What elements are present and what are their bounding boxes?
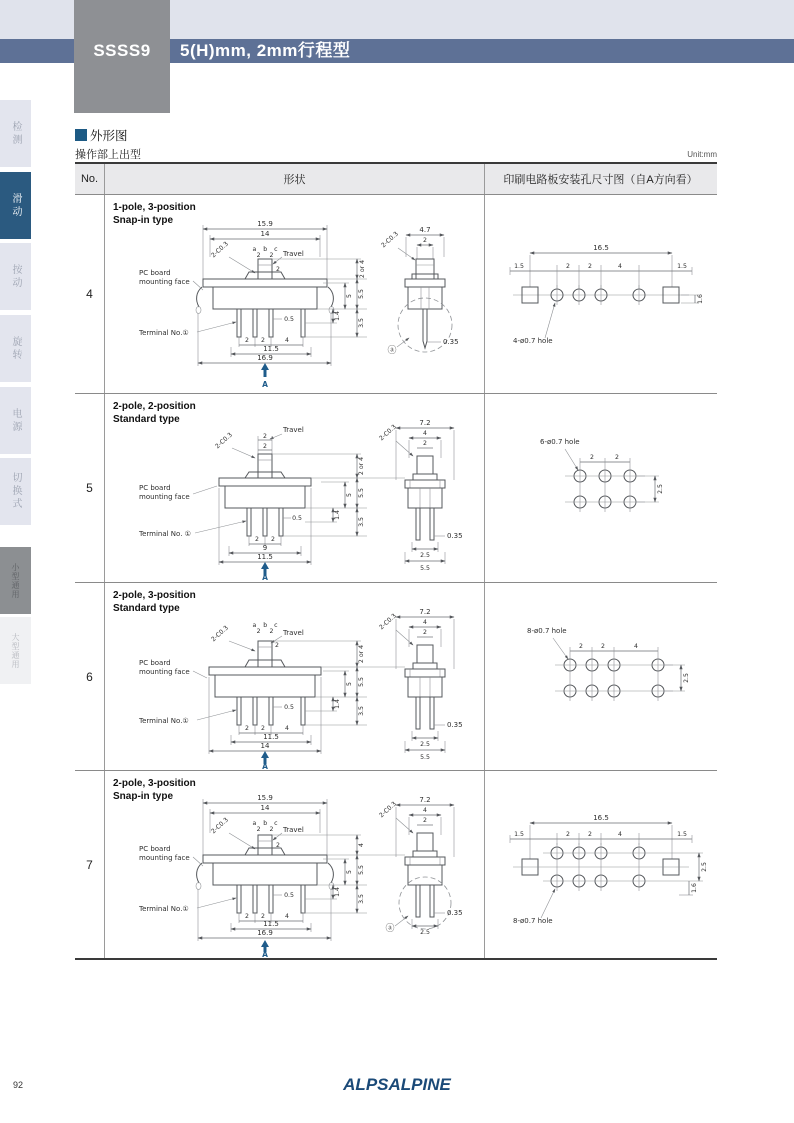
- dim-label: 0.35: [443, 338, 459, 346]
- dim-label: 0.35: [447, 532, 463, 540]
- section-bullet-icon: [75, 129, 87, 141]
- dim-label: 16.9: [257, 929, 273, 937]
- dim-label: 2: [423, 629, 427, 636]
- variant-title-line2: Standard type: [113, 603, 180, 614]
- chamfer-label: 2-C0.3: [380, 230, 400, 250]
- dim-label: 3.5: [358, 318, 365, 328]
- side-view: [378, 608, 462, 761]
- variant-title-line2: Snap-in type: [113, 791, 174, 802]
- dim-label: 1.5: [677, 831, 687, 838]
- row-number: 5: [75, 394, 105, 582]
- pcb-hole-drawing: [485, 394, 716, 582]
- travel-label: Travel: [283, 426, 304, 434]
- chamfer-label: 2-C0.3: [210, 240, 230, 260]
- dim-label: 15.9: [257, 220, 273, 228]
- chamfer-label: 2-C0.3: [210, 816, 230, 836]
- pcb-cell: [485, 394, 716, 582]
- dim-label: 0.35: [447, 909, 463, 917]
- subsection-label: 操作部上出型: [75, 149, 141, 161]
- shape-cell: [105, 394, 485, 582]
- pcb-hole-drawing: [485, 195, 716, 393]
- dim-label: 5.5: [358, 289, 365, 299]
- dim-label: 2: [579, 643, 583, 650]
- dim-label: 3.5: [358, 517, 365, 527]
- dim-label: 14: [260, 230, 270, 238]
- dim-label: 2.5: [657, 484, 664, 494]
- dim-label: 2: [423, 817, 427, 824]
- pc-board-label2: mounting face: [139, 854, 190, 862]
- dim-label: 2: [245, 913, 249, 920]
- dim-label: 5.5: [358, 865, 365, 875]
- pc-board-label2: mounting face: [139, 668, 190, 676]
- col-header-shape: 形状: [105, 164, 485, 194]
- drawings-table: [75, 162, 717, 960]
- dim-label: 0.5: [284, 704, 294, 711]
- dim-label: 2.5: [701, 862, 708, 872]
- section-heading: [75, 126, 128, 144]
- variant-title-line1: 2-pole, 3-position: [113, 590, 196, 601]
- table-header-row: [75, 164, 717, 194]
- dim-label: 2: [566, 263, 570, 270]
- col-header-no: No.: [75, 164, 105, 194]
- dim-label: 0.5: [292, 515, 302, 522]
- travel-label: Travel: [283, 826, 304, 834]
- dim-label: 2.5: [420, 552, 430, 559]
- page-number: 92: [13, 1080, 24, 1090]
- dim-label: 4: [634, 643, 638, 650]
- dim-label: 4: [285, 337, 289, 344]
- dim-label: 2 2: [256, 628, 274, 635]
- dim-label: 1.6: [697, 294, 704, 304]
- row-number: 6: [75, 583, 105, 770]
- dim-label: 2: [263, 433, 267, 440]
- front-view: [138, 220, 367, 389]
- view-direction-label: A: [262, 762, 268, 770]
- hole-count-label: 8-ø0.7 hole: [527, 627, 567, 635]
- chamfer-label: 2-C0.3: [378, 800, 398, 820]
- dim-label: 2: [566, 831, 570, 838]
- pc-board-label2: mounting face: [139, 493, 190, 501]
- dim-label: 4: [423, 807, 427, 814]
- dim-label: 2 or 4: [358, 456, 365, 476]
- dim-label: 7.2: [419, 608, 431, 616]
- detail-mark: ⓐ: [387, 346, 397, 356]
- dim-label: 2: [590, 454, 594, 461]
- col-header-pcb: 印刷电路板安装孔尺寸图（自A方向看）: [503, 174, 698, 186]
- dim-label: 14: [260, 742, 270, 750]
- dim-label: 5.5: [358, 488, 365, 498]
- hole-count-label: 4-ø0.7 hole: [513, 337, 553, 345]
- dim-label: 2: [601, 643, 605, 650]
- pcb-cell: [485, 195, 716, 393]
- side-view: [378, 796, 462, 936]
- dim-label: 4: [618, 831, 622, 838]
- position-labels: a b c: [252, 246, 278, 253]
- variant-title: [113, 777, 196, 803]
- dim-label: 2 or 4: [359, 259, 366, 279]
- shape-cell: [105, 583, 485, 770]
- hole-count-label: 8-ø0.7 hole: [513, 917, 553, 925]
- view-direction-label: A: [262, 380, 268, 389]
- dim-label: 16.9: [257, 354, 273, 362]
- dim-label: 2: [245, 337, 249, 344]
- sidebar-tab-dianyuan: 电源: [0, 387, 31, 454]
- chamfer-label: 2-C0.3: [214, 431, 234, 451]
- dim-label: 4: [285, 913, 289, 920]
- dim-label: 2: [261, 913, 265, 920]
- sidebar-tab-daxing: 大型通用: [0, 617, 31, 684]
- dim-label: 5: [346, 493, 353, 497]
- pc-board-label: PC board: [139, 269, 171, 277]
- dim-label: 2.5: [420, 929, 430, 936]
- pc-board-label: PC board: [139, 845, 171, 853]
- side-view: [378, 419, 462, 572]
- dim-label: 5.5: [358, 677, 365, 687]
- pcb-hole-drawing: [485, 771, 716, 958]
- dim-label: 16.5: [593, 244, 609, 252]
- page-title: 5(H)mm, 2mm行程型: [180, 41, 351, 60]
- dim-label: 4: [285, 725, 289, 732]
- variant-title-line2: Standard type: [113, 414, 180, 425]
- table-row: [75, 770, 717, 958]
- dim-label: 3.5: [358, 894, 365, 904]
- chamfer-label: 2-C0.3: [378, 612, 398, 632]
- front-view: [138, 622, 405, 770]
- front-view: [138, 426, 405, 582]
- travel-label: Travel: [283, 629, 304, 637]
- dim-label: 5: [346, 682, 353, 686]
- dim-label: 0.35: [447, 721, 463, 729]
- side-view: [380, 226, 458, 356]
- dim-label: 4: [358, 843, 365, 847]
- dim-label: 2: [423, 440, 427, 447]
- dim-label: 2: [276, 842, 280, 849]
- dim-label: 5.5: [420, 754, 430, 761]
- sidebar-tab-xiaoxing: 小型通用: [0, 547, 31, 614]
- variant-title: [113, 589, 196, 615]
- terminal-label: Terminal No.①: [139, 717, 189, 725]
- dim-label: 1.4: [334, 311, 341, 321]
- table-row: [75, 194, 717, 393]
- position-labels: a b c: [252, 622, 278, 629]
- series-code: SSSS9: [93, 41, 151, 60]
- terminal-label: Terminal No.①: [139, 329, 189, 337]
- dim-label: 14: [260, 804, 270, 812]
- pc-board-label: PC board: [139, 659, 171, 667]
- sidebar-tab-xuanzhuan: 旋转: [0, 315, 31, 382]
- row-number: 4: [75, 195, 105, 393]
- shape-cell: [105, 771, 485, 958]
- dim-label: 1.6: [691, 883, 698, 893]
- dim-label: 2: [615, 454, 619, 461]
- dim-label: 2: [261, 337, 265, 344]
- dim-label: 1.4: [334, 510, 341, 520]
- dim-label: 1.4: [334, 887, 341, 897]
- dim-label: 4.7: [419, 226, 431, 234]
- dim-label: 11.5: [263, 733, 279, 741]
- dim-label: 2: [275, 642, 279, 649]
- dim-label: 2 2: [256, 252, 274, 259]
- view-direction-label: A: [262, 950, 268, 958]
- dim-label: 2: [588, 263, 592, 270]
- view-direction-label: A: [262, 573, 268, 582]
- dim-label: 2: [423, 237, 427, 244]
- dim-label: 2.5: [683, 673, 690, 683]
- variant-title-line1: 1-pole, 3-position: [113, 202, 196, 213]
- dim-label: 15.9: [257, 794, 273, 802]
- front-view: [138, 794, 405, 958]
- sidebar-tab-jiance: 检测: [0, 100, 31, 167]
- dim-label: 5: [346, 294, 353, 298]
- dim-label: 9: [262, 544, 268, 552]
- dim-label: 4: [423, 430, 427, 437]
- dim-label: 0.5: [284, 892, 294, 899]
- pcb-cell: [485, 771, 716, 958]
- dim-label: 2: [255, 536, 259, 543]
- table-row: [75, 393, 717, 582]
- dim-label: 2: [271, 536, 275, 543]
- dim-label: 2: [276, 266, 280, 273]
- dim-label: 7.2: [419, 796, 431, 804]
- alps-alpine-logo: ALPSALPINE: [343, 1075, 451, 1094]
- dim-label: 2: [263, 443, 267, 450]
- hole-count-label: 6-ø0.7 hole: [540, 438, 580, 446]
- dim-label: 1.5: [514, 263, 524, 270]
- pcb-hole-drawing: [485, 583, 716, 770]
- dim-label: 1.5: [514, 831, 524, 838]
- pc-board-label2: mounting face: [139, 278, 190, 286]
- sidebar-tab-huadong-active: 滑动: [0, 172, 31, 239]
- dim-label: 2: [261, 725, 265, 732]
- variant-title: [113, 201, 196, 227]
- dim-label: 4: [618, 263, 622, 270]
- variant-title-line1: 2-pole, 3-position: [113, 778, 196, 789]
- dim-label: 16.5: [593, 814, 609, 822]
- terminal-label: Terminal No. ①: [139, 530, 191, 538]
- dim-label: 11.5: [263, 920, 279, 928]
- sidebar-tab-andong: 按动: [0, 243, 31, 310]
- dim-label: 11.5: [257, 553, 273, 561]
- variant-title-line2: Snap-in type: [113, 215, 174, 226]
- pc-board-label: PC board: [139, 484, 171, 492]
- dim-label: 7.2: [419, 419, 431, 427]
- unit-label: Unit:mm: [687, 150, 717, 159]
- dim-label: 0.5: [284, 316, 294, 323]
- section-heading-label: 外形图: [90, 129, 128, 143]
- variant-title: [113, 400, 196, 426]
- dim-label: 5.5: [420, 565, 430, 572]
- dim-label: 1.4: [334, 699, 341, 709]
- sidebar-tab-qiehuanshi: 切换式: [0, 458, 31, 525]
- dim-label: 2: [588, 831, 592, 838]
- terminal-label: Terminal No.①: [139, 905, 189, 913]
- dim-label: 4: [423, 619, 427, 626]
- shape-cell: [105, 195, 485, 393]
- variant-title-line1: 2-pole, 2-position: [113, 401, 196, 412]
- position-labels: a b c: [252, 820, 278, 827]
- dim-label: 11.5: [263, 345, 279, 353]
- dim-label: 2 or 4: [358, 644, 365, 664]
- dim-label: 5: [346, 870, 353, 874]
- detail-mark: ⓐ: [385, 924, 395, 934]
- dim-label: 2: [245, 725, 249, 732]
- pcb-cell: [485, 583, 716, 770]
- travel-label: Travel: [283, 250, 304, 258]
- chamfer-label: 2-C0.3: [378, 423, 398, 443]
- table-row: [75, 582, 717, 770]
- chamfer-label: 2-C0.3: [210, 624, 230, 644]
- dim-label: 3.5: [358, 706, 365, 716]
- row-number: 7: [75, 771, 105, 958]
- dim-label: 1.5: [677, 263, 687, 270]
- dim-label: 2.5: [420, 741, 430, 748]
- dim-label: 2 2: [256, 826, 274, 833]
